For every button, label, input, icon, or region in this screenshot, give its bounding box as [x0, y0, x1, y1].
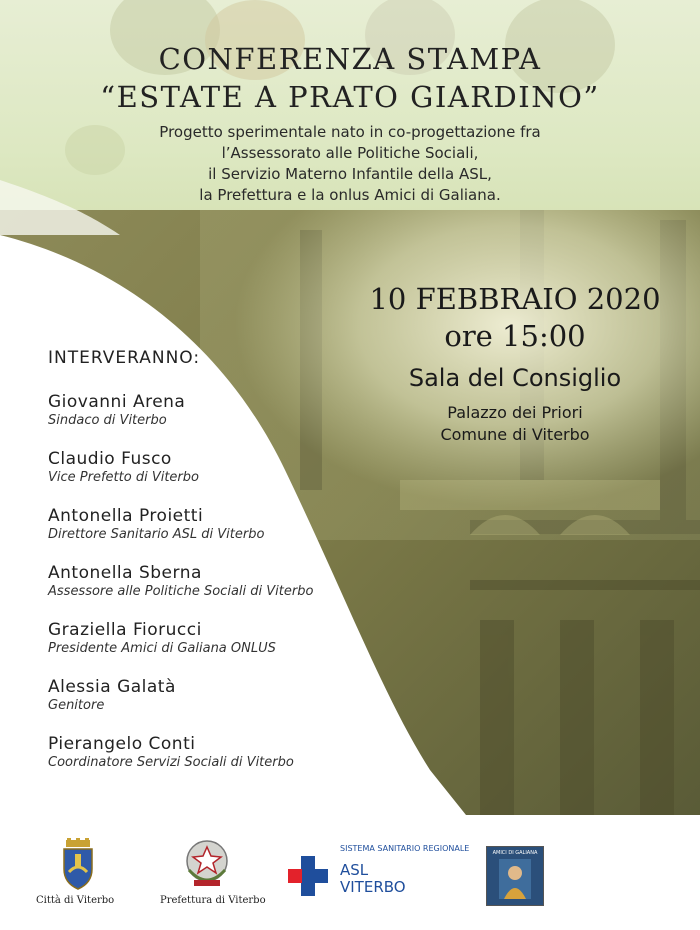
- citta-di-viterbo-caption: Città di Viterbo: [36, 895, 115, 906]
- asl-cross-icon: [288, 856, 328, 896]
- speaker-item: [48, 506, 408, 563]
- speaker-list: [48, 392, 408, 791]
- event-time: ore 15:00: [444, 319, 586, 353]
- subtitle-line: l’Assessorato alle Politiche Sociali,: [221, 144, 479, 162]
- speakers-heading: INTERVERANNO:: [48, 348, 201, 368]
- speaker-item: [48, 563, 408, 620]
- speaker-role: Sindaco di Viterbo: [48, 413, 167, 428]
- speaker-item: [48, 449, 408, 506]
- speaker-role: Presidente Amici di Galiana ONLUS: [48, 641, 276, 656]
- subtitle: [0, 122, 700, 206]
- speaker-role: Coordinatore Servizi Sociali di Viterbo: [48, 755, 294, 770]
- speaker-name: Pierangelo Conti: [48, 734, 196, 754]
- asl-line2: VITERBO: [340, 878, 406, 896]
- speaker-name: Claudio Fusco: [48, 449, 172, 469]
- speaker-item: [48, 392, 408, 449]
- speaker-name: Antonella Sberna: [48, 563, 202, 583]
- event-date: 10 FEBBRAIO 2020: [369, 282, 661, 316]
- speaker-role: Genitore: [48, 698, 105, 713]
- title-line1: CONFERENZA STAMPA: [158, 42, 542, 76]
- event-building: Palazzo dei Priori: [447, 403, 583, 422]
- speaker-role: Direttore Sanitario ASL di Viterbo: [48, 527, 265, 542]
- amici-di-galiana-logo: [486, 846, 544, 906]
- subtitle-line: Progetto sperimentale nato in co-progettazione fra: [159, 123, 541, 141]
- subtitle-line: il Servizio Materno Infantile della ASL,: [208, 165, 492, 183]
- citta-di-viterbo-crest-icon: [58, 838, 98, 892]
- event-city: Comune di Viterbo: [440, 425, 590, 444]
- prefettura-caption: Prefettura di Viterbo: [160, 895, 266, 906]
- speaker-role: Vice Prefetto di Viterbo: [48, 470, 199, 485]
- speaker-role: Assessore alle Politiche Sociali di Viterbo: [48, 584, 314, 599]
- speaker-item: [48, 734, 408, 791]
- speaker-name: Graziella Fiorucci: [48, 620, 202, 640]
- speaker-item: [48, 677, 408, 734]
- amici-di-galiana-text: AMICI DI GALIANA: [492, 850, 538, 856]
- asl-header: SISTEMA SANITARIO REGIONALE: [340, 844, 470, 853]
- title-line2: “ESTATE A PRATO GIARDINO”: [100, 80, 600, 114]
- speaker-item: [48, 620, 408, 677]
- prefettura-emblem-icon: [182, 836, 232, 890]
- galiana-portrait-icon: [499, 859, 531, 899]
- subtitle-line: la Prefettura e la onlus Amici di Galiana.: [199, 186, 501, 204]
- speaker-name: Alessia Galatà: [48, 677, 176, 697]
- event-place: Sala del Consiglio: [408, 364, 622, 392]
- speaker-name: Giovanni Arena: [48, 392, 186, 412]
- asl-line1: ASL: [340, 861, 369, 879]
- speaker-name: Antonella Proietti: [48, 506, 204, 526]
